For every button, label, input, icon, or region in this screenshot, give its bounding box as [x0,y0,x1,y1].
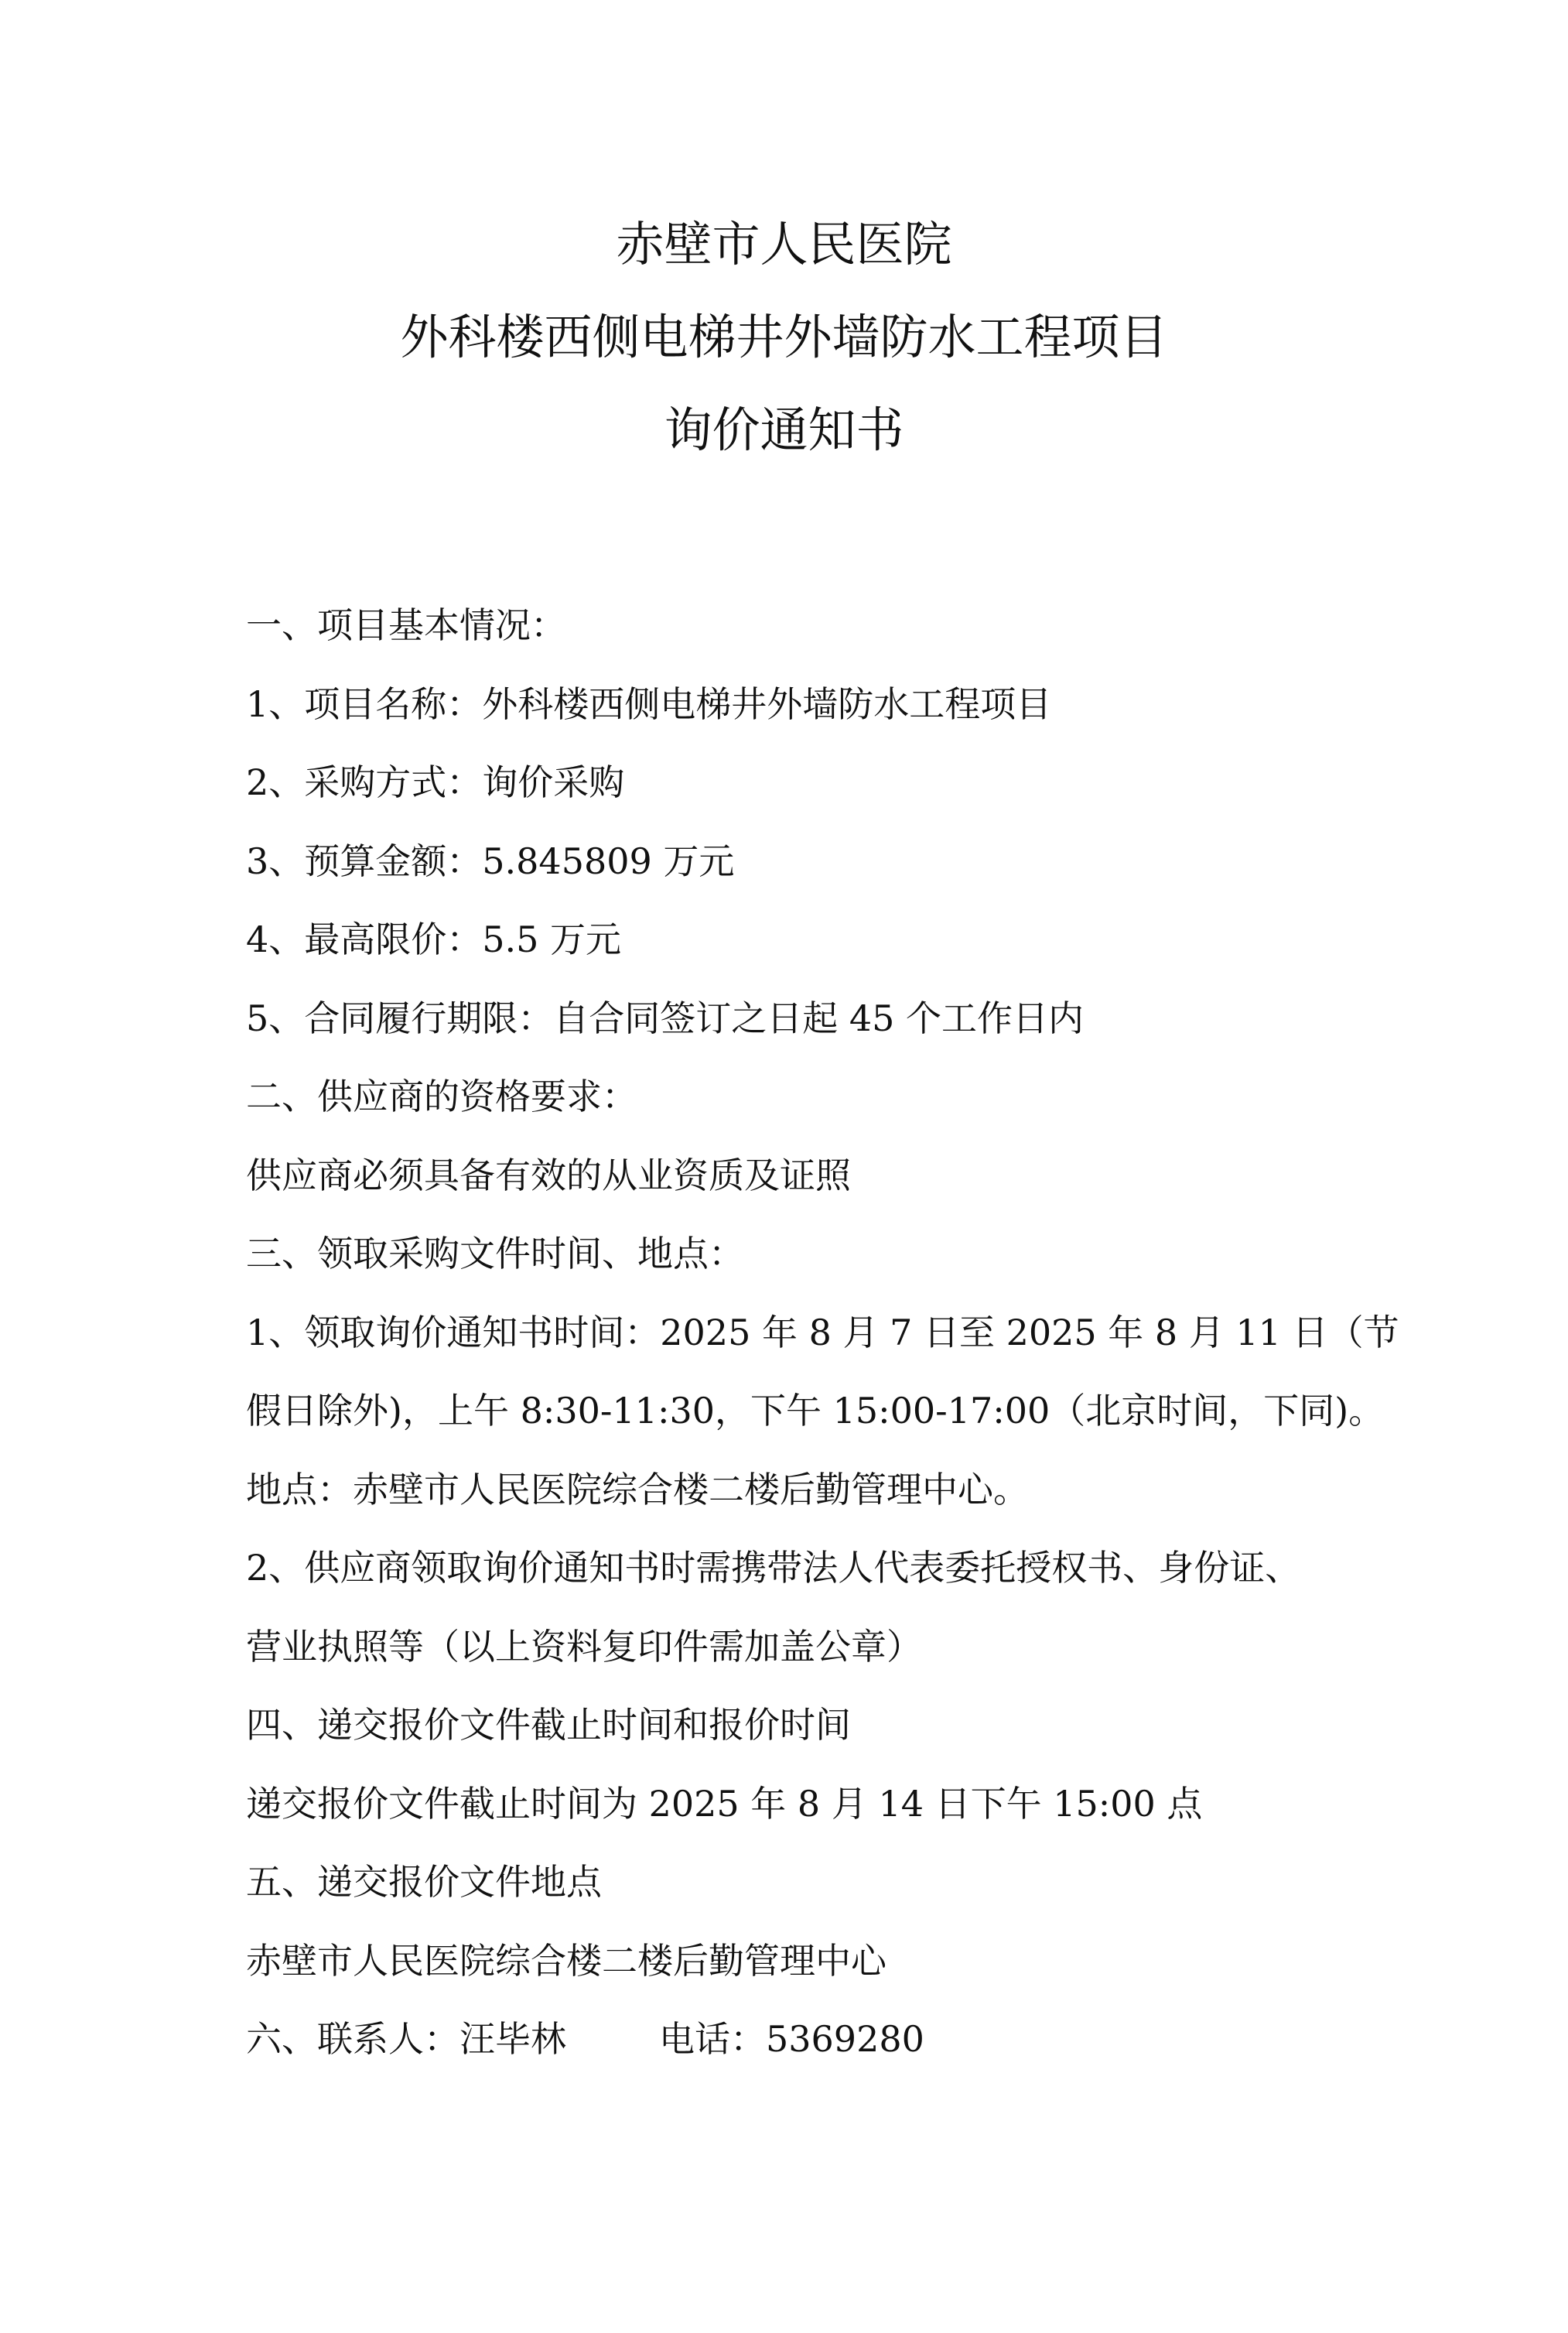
max-price-item: 4、最高限价：5.5 万元 [246,918,622,960]
deadline-text: 递交报价文件截止时间为 2025 年 8 月 14 日下午 15:00 点 [246,1782,1203,1825]
title-hospital-name: 赤壁市人民医院 [616,216,952,272]
title-project-name: 外科楼西侧电梯井外墙防水工程项目 [400,309,1168,365]
section-qualification-heading: 二、供应商的资格要求： [246,1076,637,1117]
required-documents-line-1: 2、供应商领取询价通知书时需携带法人代表委托授权书、身份证、 [246,1547,1301,1589]
title-notice-type: 询价通知书 [664,402,904,458]
document-title [0,216,1568,499]
contact-phone: 电话：5369280 [659,2018,924,2060]
collection-time-line-1: 1、领取询价通知书时间：2025 年 8 月 7 日至 2025 年 8 月 11 日（节 [246,1311,1399,1353]
submission-location-text: 赤壁市人民医院综合楼二楼后勤管理中心 [246,1939,886,1982]
section-basic-info-heading: 一、项目基本情况： [246,604,566,646]
procurement-method-item: 2、采购方式：询价采购 [246,761,625,803]
collection-location: 地点：赤壁市人民医院综合楼二楼后勤管理中心。 [246,1468,1029,1510]
section-submission-location-heading: 五、递交报价文件地点 [246,1861,602,1903]
collection-time-line-2: 假日除外)，上午 8:30-11:30，下午 15:00-17:00（北京时间，下同)。 [246,1390,1385,1432]
contact-line [246,2000,1375,2079]
contact-person: 六、联系人：汪毕林 [246,2018,566,2060]
contract-period-item: 5、合同履行期限：自合同签订之日起 45 个工作日内 [246,997,1085,1039]
section-deadline-heading: 四、递交报价文件截止时间和报价时间 [246,1704,851,1746]
section-document-collection-heading: 三、领取采购文件时间、地点： [246,1233,744,1274]
project-name-item: 1、项目名称：外科楼西侧电梯井外墙防水工程项目 [246,682,1052,725]
qualification-text: 供应商必须具备有效的从业资质及证照 [246,1154,851,1196]
document-body [246,587,1399,2079]
required-documents-line-2: 营业执照等（以上资料复印件需加盖公章） [246,1625,922,1668]
budget-amount-item: 3、预算金额：5.845809 万元 [246,840,735,882]
